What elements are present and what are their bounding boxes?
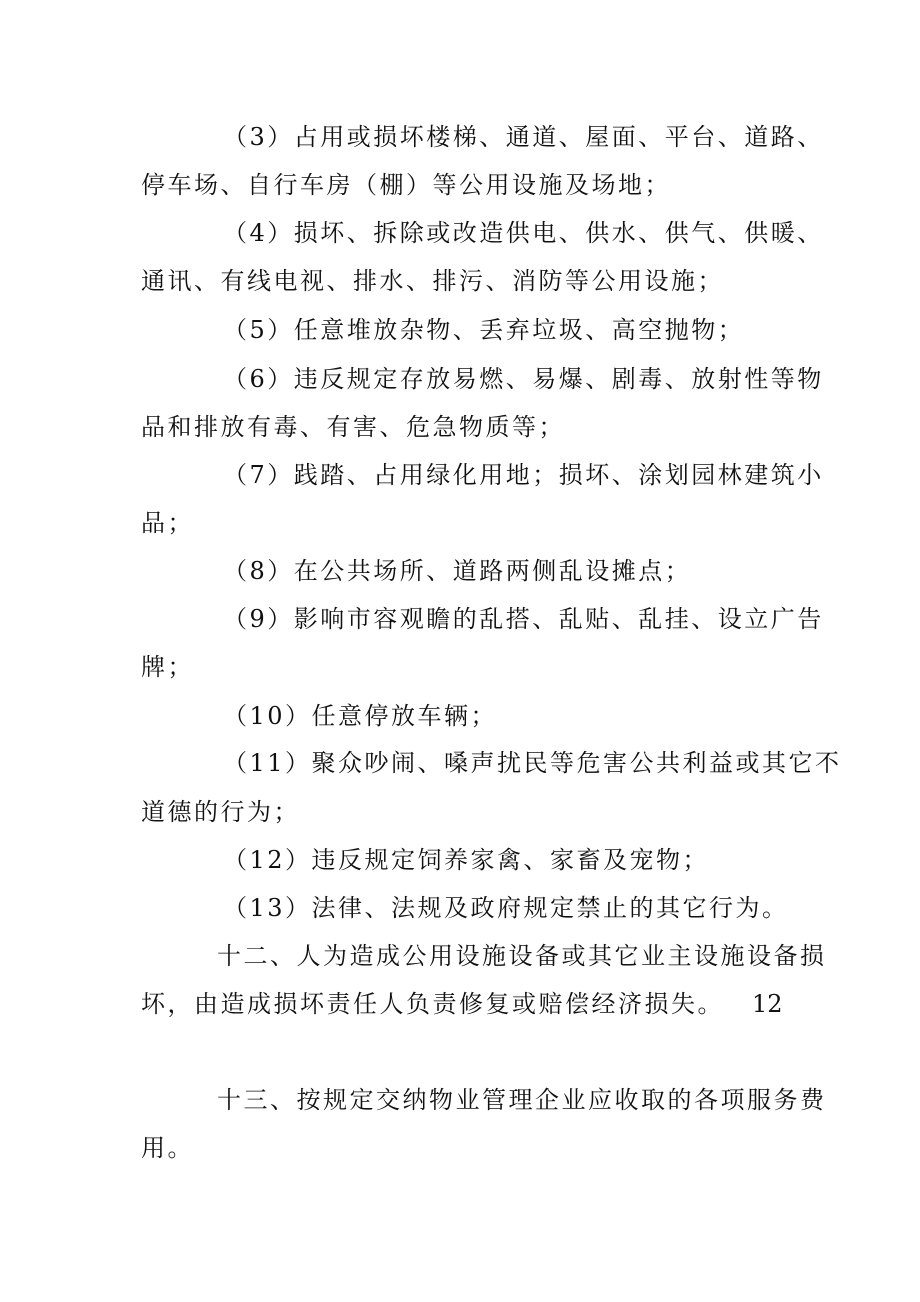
item-3-line-2: 停车场、自行车房（棚）等公用设施及场地； [141,171,671,199]
item-4-line-1: （4）损坏、拆除或改造供电、供水、供气、供暖、 [223,219,824,247]
item-10-line-1: （10）任意停放车辆； [223,702,498,730]
item-6-line-2: 品和排放有毒、有害、危急物质等； [141,413,565,441]
section-13-line-2: 用。 [141,1134,194,1162]
item-5-line-1: （5）任意堆放杂物、丢弃垃圾、高空抛物； [223,316,745,344]
item-3-line-1: （3）占用或损坏楼梯、通道、屋面、平台、道路、 [223,123,824,151]
page-number: 12 [752,990,783,1018]
item-4-line-2: 通讯、有线电视、排水、排污、消防等公用设施； [141,267,724,295]
item-9-line-2: 牌； [141,653,194,681]
section-12-line-2 [141,989,801,1019]
section-12-line-1: 十二、人为造成公用设施设备或其它业主设施设备损 [217,942,827,970]
item-7-line-1: （7）践踏、占用绿化用地；损坏、涂划园林建筑小 [223,461,824,489]
item-6-line-1: （6）违反规定存放易燃、易爆、剧毒、放射性等物 [223,365,824,393]
section-12-line-2-text: 坏，由造成损坏责任人负责修复或赔偿经济损失。 [141,990,724,1018]
item-8-line-1: （8）在公共场所、道路两侧乱设摊点； [223,557,692,585]
item-7-line-2: 品； [141,509,194,537]
item-11-line-1: （11）聚众吵闹、嗓声扰民等危害公共利益或其它不 [223,749,842,777]
item-9-line-1: （9）影响市容观瞻的乱搭、乱贴、乱挂、设立广告 [223,605,824,633]
item-11-line-2: 道德的行为； [141,798,300,826]
item-13-line-1: （13）法律、法规及政府规定禁止的其它行为。 [223,894,789,922]
item-12-line-1: （12）违反规定饲养家禽、家畜及宠物； [223,846,710,874]
section-13-line-1: 十三、按规定交纳物业管理企业应收取的各项服务费 [217,1086,827,1114]
